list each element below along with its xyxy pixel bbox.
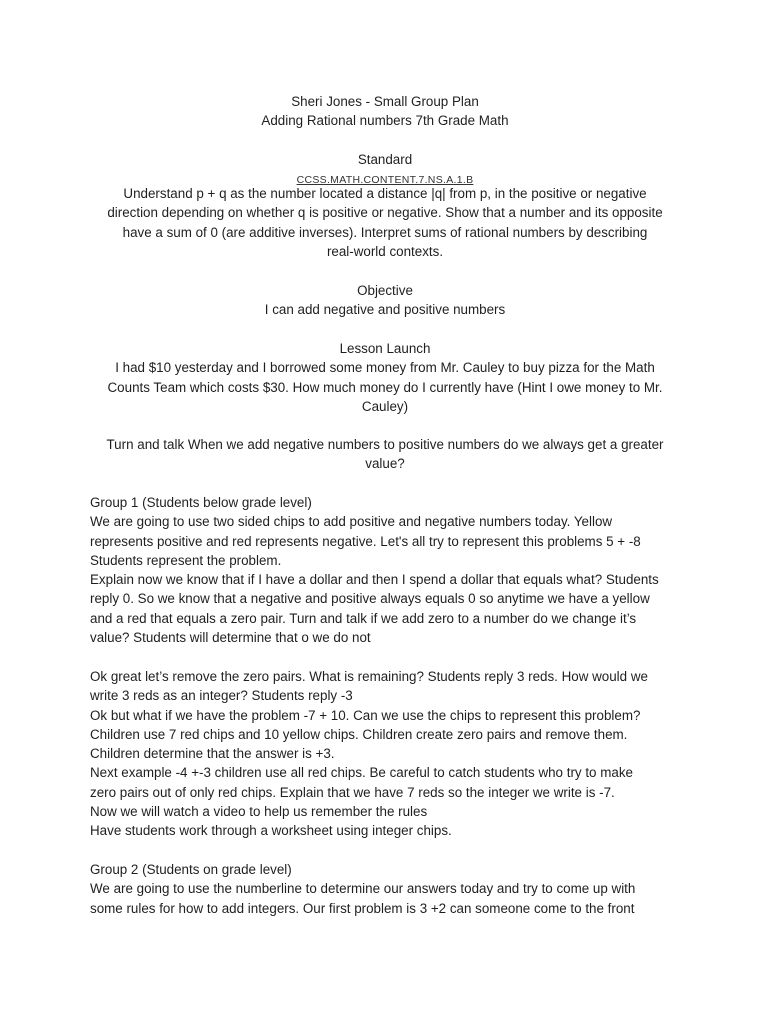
objective-section <box>90 281 680 320</box>
standard-line: real-world contexts. <box>326 243 444 259</box>
lesson-launch-section <box>90 339 680 416</box>
document-header <box>90 92 680 131</box>
group1-line: We are going to use two sided chips to add positive and negative numbers today. Yellow <box>90 514 613 530</box>
standard-heading: Standard <box>357 152 413 167</box>
group1-line: Children use 7 red chips and 10 yellow chips. Children create zero pairs and remove them. <box>90 726 628 742</box>
group1-line: Children determine that the answer is +3. <box>90 746 335 762</box>
standard-description <box>90 184 680 261</box>
standard-code-link[interactable]: CCSS.MATH.CONTENT.7.NS.A.1.B <box>296 174 474 186</box>
group1-line: value? Students will determine that o we do not <box>90 630 371 646</box>
group1-heading: Group 1 (Students below grade level) <box>90 495 312 510</box>
group2-line: some rules for how to add integers. Our first problem is 3 +2 can someone come to the front <box>90 900 635 916</box>
group1-intro <box>90 493 680 647</box>
turn-and-talk-section <box>90 435 680 474</box>
author-title: Sheri Jones - Small Group Plan <box>291 94 479 109</box>
group1-line: reply 0. So we know that a negative and positive always equals 0 so anytime we have a yellow <box>90 591 650 607</box>
group1-line: represents positive and red represents negative. Let's all try to represent this problems 5 + -8 <box>90 533 641 549</box>
group2-section <box>90 860 680 918</box>
group1-line: Students represent the problem. <box>90 552 282 568</box>
turn-and-talk-line: value? <box>365 456 405 472</box>
lesson-launch-line: Cauley) <box>361 398 409 414</box>
standard-section <box>90 150 680 169</box>
standard-line: Understand p + q as the number located a distance |q| from p, in the positive or negative <box>123 186 647 201</box>
objective-text: I can add negative and positive numbers <box>264 302 506 318</box>
objective-heading: Objective <box>357 283 413 298</box>
group1-line: Next example -4 +-3 children use all red chips. Be careful to catch students who try to make <box>90 765 633 781</box>
group2-heading: Group 2 (Students on grade level) <box>90 862 292 877</box>
group1-line: Have students work through a worksheet using integer chips. <box>90 823 452 839</box>
lesson-launch-line: Counts Team which costs $30. How much money do I currently have (Hint I owe money to Mr. <box>107 379 663 395</box>
turn-and-talk-line: Turn and talk When we add negative numbers to positive numbers do we always get a greater <box>106 437 664 452</box>
group1-line: zero pairs out of only red chips. Explain that we have 7 reds so the integer we write is -7. <box>90 784 615 800</box>
group1-line: write 3 reds as an integer? Students reply -3 <box>90 688 353 704</box>
group1-line: Now we will watch a video to help us remember the rules <box>90 804 428 820</box>
subject-title: Adding Rational numbers 7th Grade Math <box>261 113 509 129</box>
group1-line: Explain now we know that if I have a dollar and then I spend a dollar that equals what? Students <box>90 572 659 588</box>
group1-line: and a red that equals a zero pair. Turn and talk if we add zero to a number do we change it’s <box>90 610 637 626</box>
standard-line: direction depending on whether q is positive or negative. Show that a number and its opposite <box>107 205 663 221</box>
group1-line: Ok but what if we have the problem -7 + 10. Can we use the chips to represent this problem? <box>90 707 641 723</box>
lesson-launch-line: I had $10 yesterday and I borrowed some money from Mr. Cauley to buy pizza for the Math <box>115 360 655 376</box>
group2-line: We are going to use the numberline to determine our answers today and try to come up with <box>90 881 636 897</box>
group1-activity <box>90 667 680 841</box>
standard-line: have a sum of 0 (are additive inverses). Interpret sums of rational numbers by describing <box>122 224 648 240</box>
group1-line: Ok great let’s remove the zero pairs. What is remaining? Students reply 3 reds. How would we <box>90 669 648 684</box>
lesson-launch-heading: Lesson Launch <box>339 341 431 356</box>
